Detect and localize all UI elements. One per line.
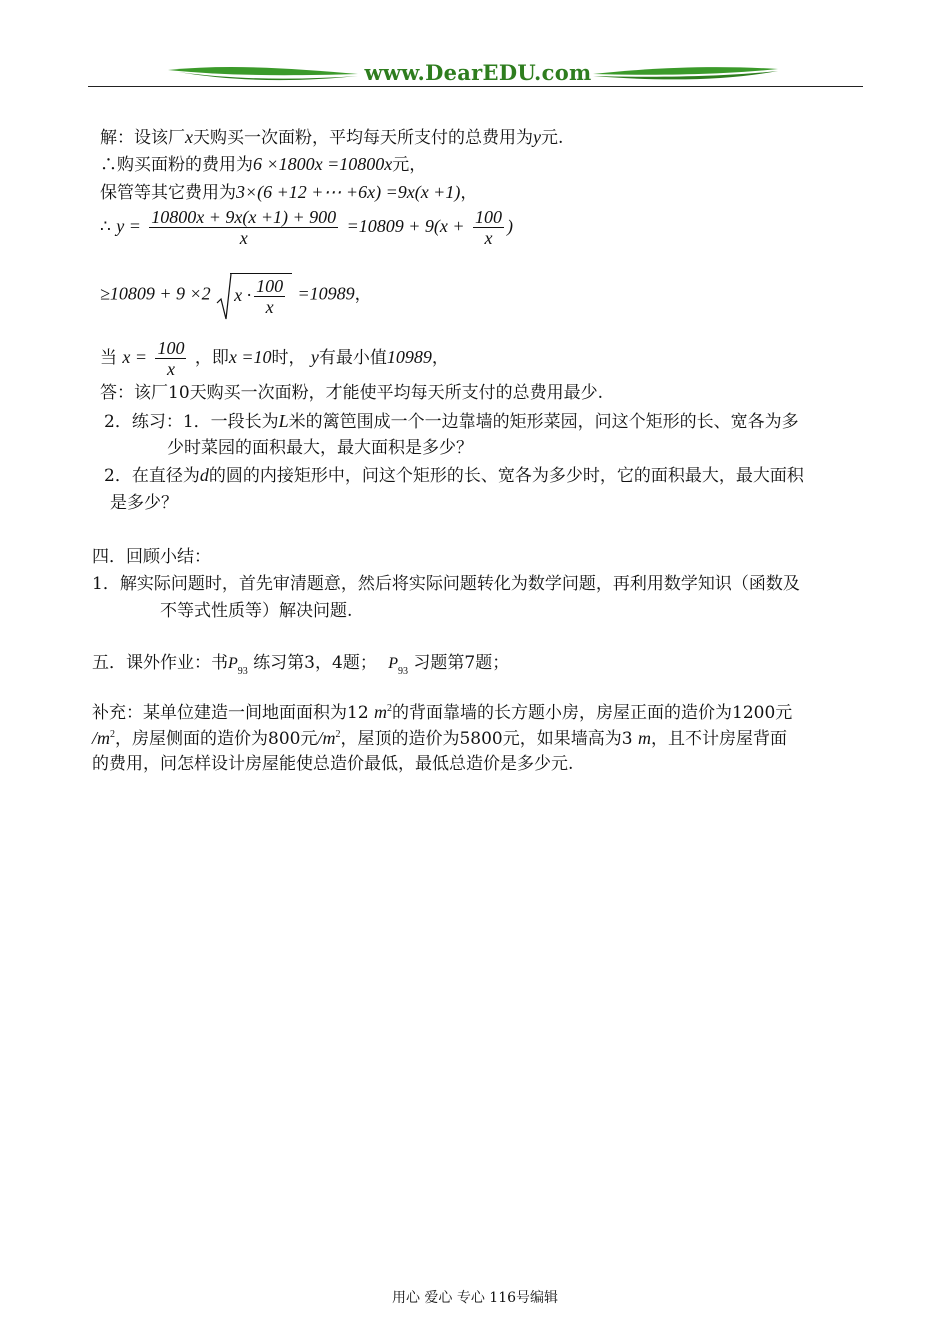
fraction: $\frac{100}{x}$ [474,207,502,248]
solution-line-4: ∴ y = $\frac{10800x + 9x(x +1) + 900}{x}$ =10809 + 9(x + $\frac{100}{x}$ ) [100,207,513,248]
exercise-line-3: 2．在直径为d的圆的内接矩形中，问这个矩形的长、宽各为多少时，它的面积最大，最大面积 [104,465,804,486]
exercise-line-4: 是多少？ [110,493,178,513]
solution-line-2: ∴购买面粉的费用为6 ×1800x =10800x元， [100,154,427,175]
fraction: $\frac{100}{x}$ [256,276,284,317]
review-line-1: 1．解实际问题时，首先审清题意，然后将实际问题转化为数学问题，再利用数学知识（函数及 [92,574,800,594]
solution-line-3: 保管等其它费用为3×(6 +12 +⋯ +6x) =9x(x +1)， [100,182,478,203]
square-root: x · $\frac{100}{x}$ [216,273,292,317]
page-header [88,58,863,94]
fraction: $\frac{100}{x}$ [157,338,185,379]
radical-sign-icon [216,273,232,323]
solution-line-1: 解：设该厂x天购买一次面粉，平均每天所支付的总费用为y元. [100,127,564,148]
supplement-line-1: 补充：某单位建造一间地面面积为12 $m^2$的背面靠墙的长方题小房，房屋正面的造价为1200元 [92,702,793,723]
review-heading: 四．回顾小结： [92,547,211,567]
header-rule [88,86,863,87]
homework-line: 五．课外作业：书$P_{93}$ 练习第3，4题； $P_{93}$ 习题第7题； [92,653,510,677]
supplement-line-3: 的费用，问怎样设计房屋能使总造价最低，最低总造价是多少元. [92,754,574,774]
page-footer: 用心 爱心 专心 116号编辑 [391,1290,559,1306]
solution-line-5: ≥10809 + 9 ×2 x · $\frac{100}{x}$ =10989， [100,273,372,317]
fraction: $\frac{10800x + 9x(x +1) + 900}{x}$ [151,207,337,248]
review-line-2: 不等式性质等）解决问题. [160,601,353,621]
solution-line-6: 当 x = $\frac{100}{x}$ ，即x =10时， y有最小值10989， [100,338,449,379]
site-logo: www.DearEDU.com [364,60,592,85]
supplement-line-2: $/m^2$，房屋侧面的造价为800元$/m^2$，屋顶的造价为5800元，如果墙高为3 m，且不计房屋背面 [92,728,787,749]
exercise-line-1: 2．练习：1．一段长为L米的篱笆围成一个一边靠墙的矩形菜园，问这个矩形的长、宽各为多 [104,411,799,432]
exercise-line-2: 少时菜园的面积最大，最大面积是多少？ [167,438,473,458]
solution-answer: 答：该厂10天购买一次面粉，才能使平均每天所支付的总费用最少. [100,383,604,403]
